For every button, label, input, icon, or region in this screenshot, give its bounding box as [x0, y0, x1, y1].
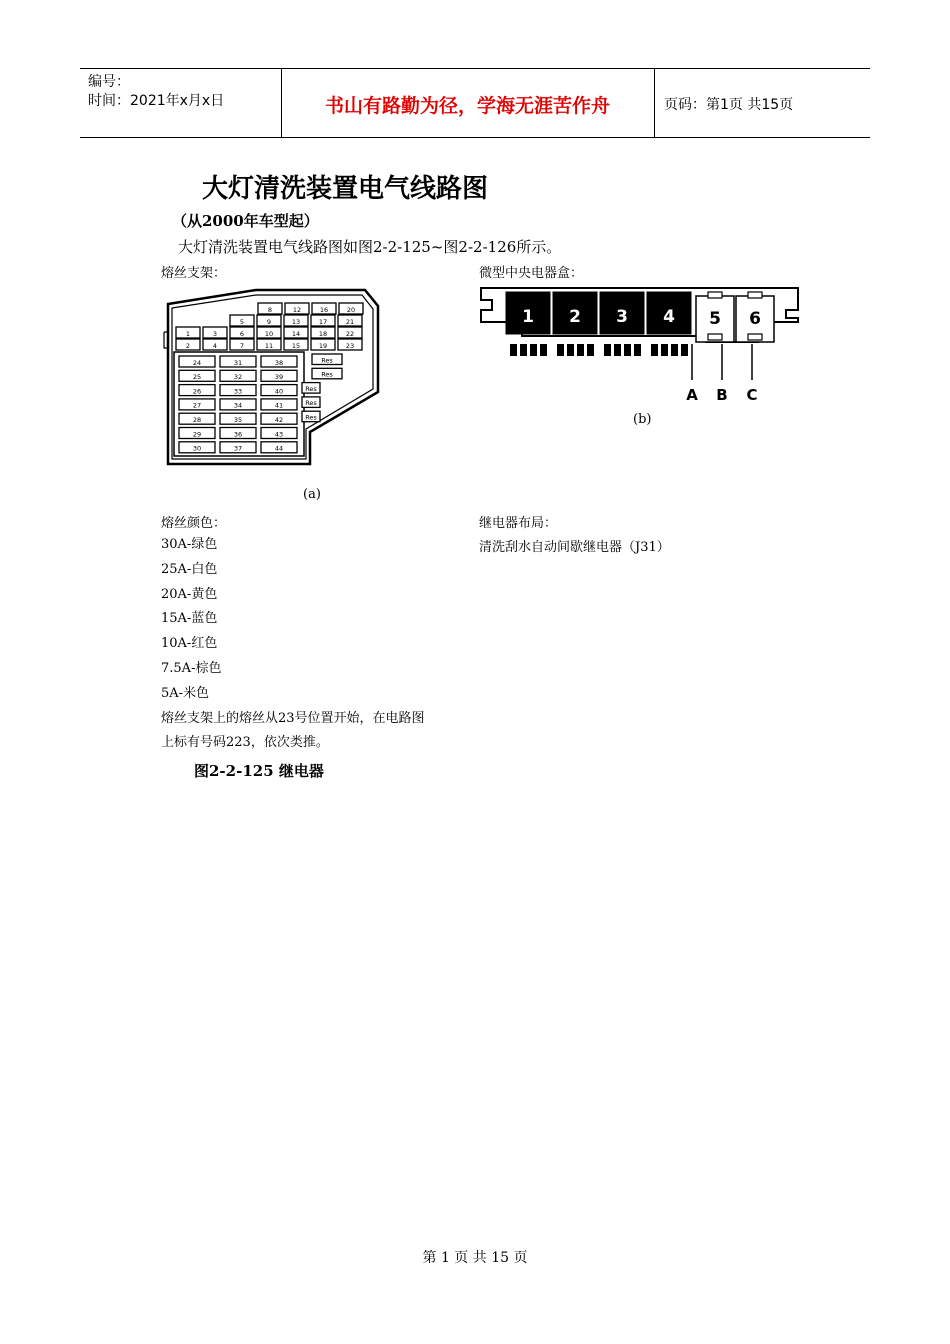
fuse-number: 15: [291, 341, 301, 350]
list-item: 15A-蓝色: [161, 611, 218, 627]
relay-pin: [624, 344, 631, 356]
terminal-label: A: [686, 386, 698, 404]
relay-slot-number: 4: [663, 307, 675, 327]
fuse-number: 22: [345, 329, 355, 338]
relay-box-label: 微型中央电器盒：: [479, 266, 584, 281]
fuse-number: 40: [274, 387, 284, 396]
relay-pin: [567, 344, 574, 356]
fuse-number: 3: [212, 329, 218, 338]
page-subtitle: （从2000年车型起）: [172, 212, 319, 230]
note-line: 熔丝支架上的熔丝从23号位置开始，在电路图: [161, 710, 425, 726]
fuse-number: 44: [274, 444, 284, 453]
fuse-number: 33: [233, 387, 243, 396]
note-line: 上标有号码223，依次类推。: [161, 735, 329, 751]
list-item: 10A-红色: [161, 636, 218, 652]
fuse-number: 11: [264, 341, 274, 350]
fuse-number: 37: [233, 444, 243, 453]
fuse-number: 14: [291, 329, 301, 338]
caption-b: (b): [633, 412, 652, 427]
terminal-label: C: [746, 386, 758, 404]
relay-pin: [577, 344, 584, 356]
fuse-number: 43: [274, 430, 284, 439]
fuse-number: 23: [345, 341, 355, 350]
fuse-number: 1: [185, 329, 191, 338]
list-item: 25A-白色: [161, 561, 218, 577]
list-item: 30A-绿色: [161, 537, 218, 552]
relay-pin: [681, 344, 688, 356]
header-divider: [654, 69, 655, 137]
list-item: 5A-米色: [161, 685, 210, 701]
fuse-color-list: [161, 533, 425, 756]
fuse-number: 13: [291, 317, 301, 326]
fuse-number: 10: [264, 329, 274, 338]
time-label: 时间：2021年x月x日: [88, 93, 225, 109]
relay-box-diagram: [478, 282, 803, 407]
fuse-number: Res: [305, 399, 317, 408]
relay-pin: [557, 344, 564, 356]
fuse-number: 20: [346, 305, 356, 314]
fuse-number: 29: [192, 430, 202, 439]
relay-pin: [614, 344, 621, 356]
fuse-number: 17: [318, 317, 328, 326]
fuse-number: 8: [267, 305, 273, 314]
fuse-number: 27: [192, 401, 202, 410]
header-meta: [88, 73, 278, 111]
fuse-number: 34: [233, 401, 243, 410]
relay-layout-label: 继电器布局：: [479, 516, 558, 531]
fuse-number: 26: [192, 387, 202, 396]
fuse-number: 12: [292, 305, 302, 314]
relay-clip: [748, 292, 762, 298]
fuse-number: 42: [274, 416, 284, 424]
fuse-number: 32: [233, 373, 243, 382]
page-header: [80, 68, 870, 138]
relay-clip: [708, 292, 722, 298]
list-item: 20A-黄色: [161, 586, 218, 602]
fuse-number: 16: [319, 305, 329, 314]
fuse-number: 35: [233, 416, 243, 424]
relay-slot-number: 3: [616, 307, 628, 327]
fuse-number: 6: [239, 329, 245, 338]
relay-clip: [708, 334, 722, 340]
fuse-number: 2: [185, 341, 191, 350]
relay-pin: [520, 344, 527, 356]
fuse-number: Res: [321, 370, 333, 379]
intro-paragraph: 大灯清洗装置电气线路图如图2-2-125~图2-2-126所示。: [178, 238, 562, 256]
fuse-number: 7: [239, 341, 245, 350]
fuse-number: 25: [192, 373, 202, 382]
fuse-number: 41: [274, 401, 284, 410]
relay-slot-number: 2: [569, 307, 581, 327]
relay-pin: [671, 344, 678, 356]
relay-slot-number: 1: [522, 307, 534, 327]
header-motto: 书山有路勤为径，学海无涯苦作舟: [324, 95, 610, 117]
fuse-number: 36: [233, 430, 243, 439]
fuse-number: 19: [318, 341, 328, 350]
fuse-number: 38: [274, 358, 284, 367]
fuse-number: 5: [239, 317, 245, 326]
caption-a: (a): [303, 487, 321, 502]
fuse-number: 9: [266, 317, 272, 326]
fuse-number: 39: [274, 373, 284, 382]
fuse-number: 21: [345, 317, 355, 326]
relay-pin: [530, 344, 537, 356]
fuse-number: 18: [318, 329, 328, 338]
header-page-label: 页码：第1页 共15页: [664, 97, 794, 113]
relay-pin: [661, 344, 668, 356]
fuse-number: 28: [192, 416, 202, 424]
fuse-number: Res: [305, 413, 317, 422]
fuse-number: Res: [321, 356, 333, 365]
relay-item: 清洗刮水自动间歇继电器（J31）: [479, 540, 670, 555]
relay-slot-number: 5: [709, 309, 721, 329]
figure-caption: 图2-2-125 继电器: [194, 762, 324, 780]
relay-pin: [604, 344, 611, 356]
page-footer: 第 1 页 共 15 页: [422, 1250, 528, 1266]
fuse-holder-label: 熔丝支架：: [161, 266, 227, 281]
fuse-number: 24: [192, 358, 202, 367]
relay-pin: [587, 344, 594, 356]
relay-slot-number: 6: [749, 309, 761, 329]
fuse-number: Res: [305, 384, 317, 393]
relay-pin: [510, 344, 517, 356]
fuse-number: 31: [233, 358, 243, 367]
page-title: 大灯清洗装置电气线路图: [202, 174, 489, 204]
fuse-color-label: 熔丝颜色：: [161, 516, 227, 531]
fuse-number: 30: [192, 444, 202, 453]
list-item: 7.5A-棕色: [161, 660, 222, 676]
fuse-holder-diagram: [160, 282, 385, 470]
relay-clip: [748, 334, 762, 340]
relay-pin: [651, 344, 658, 356]
terminal-label: B: [716, 386, 728, 404]
relay-pin: [634, 344, 641, 356]
fuse-number: 4: [212, 341, 218, 350]
relay-pin: [540, 344, 547, 356]
number-label: 编号：: [88, 74, 130, 90]
